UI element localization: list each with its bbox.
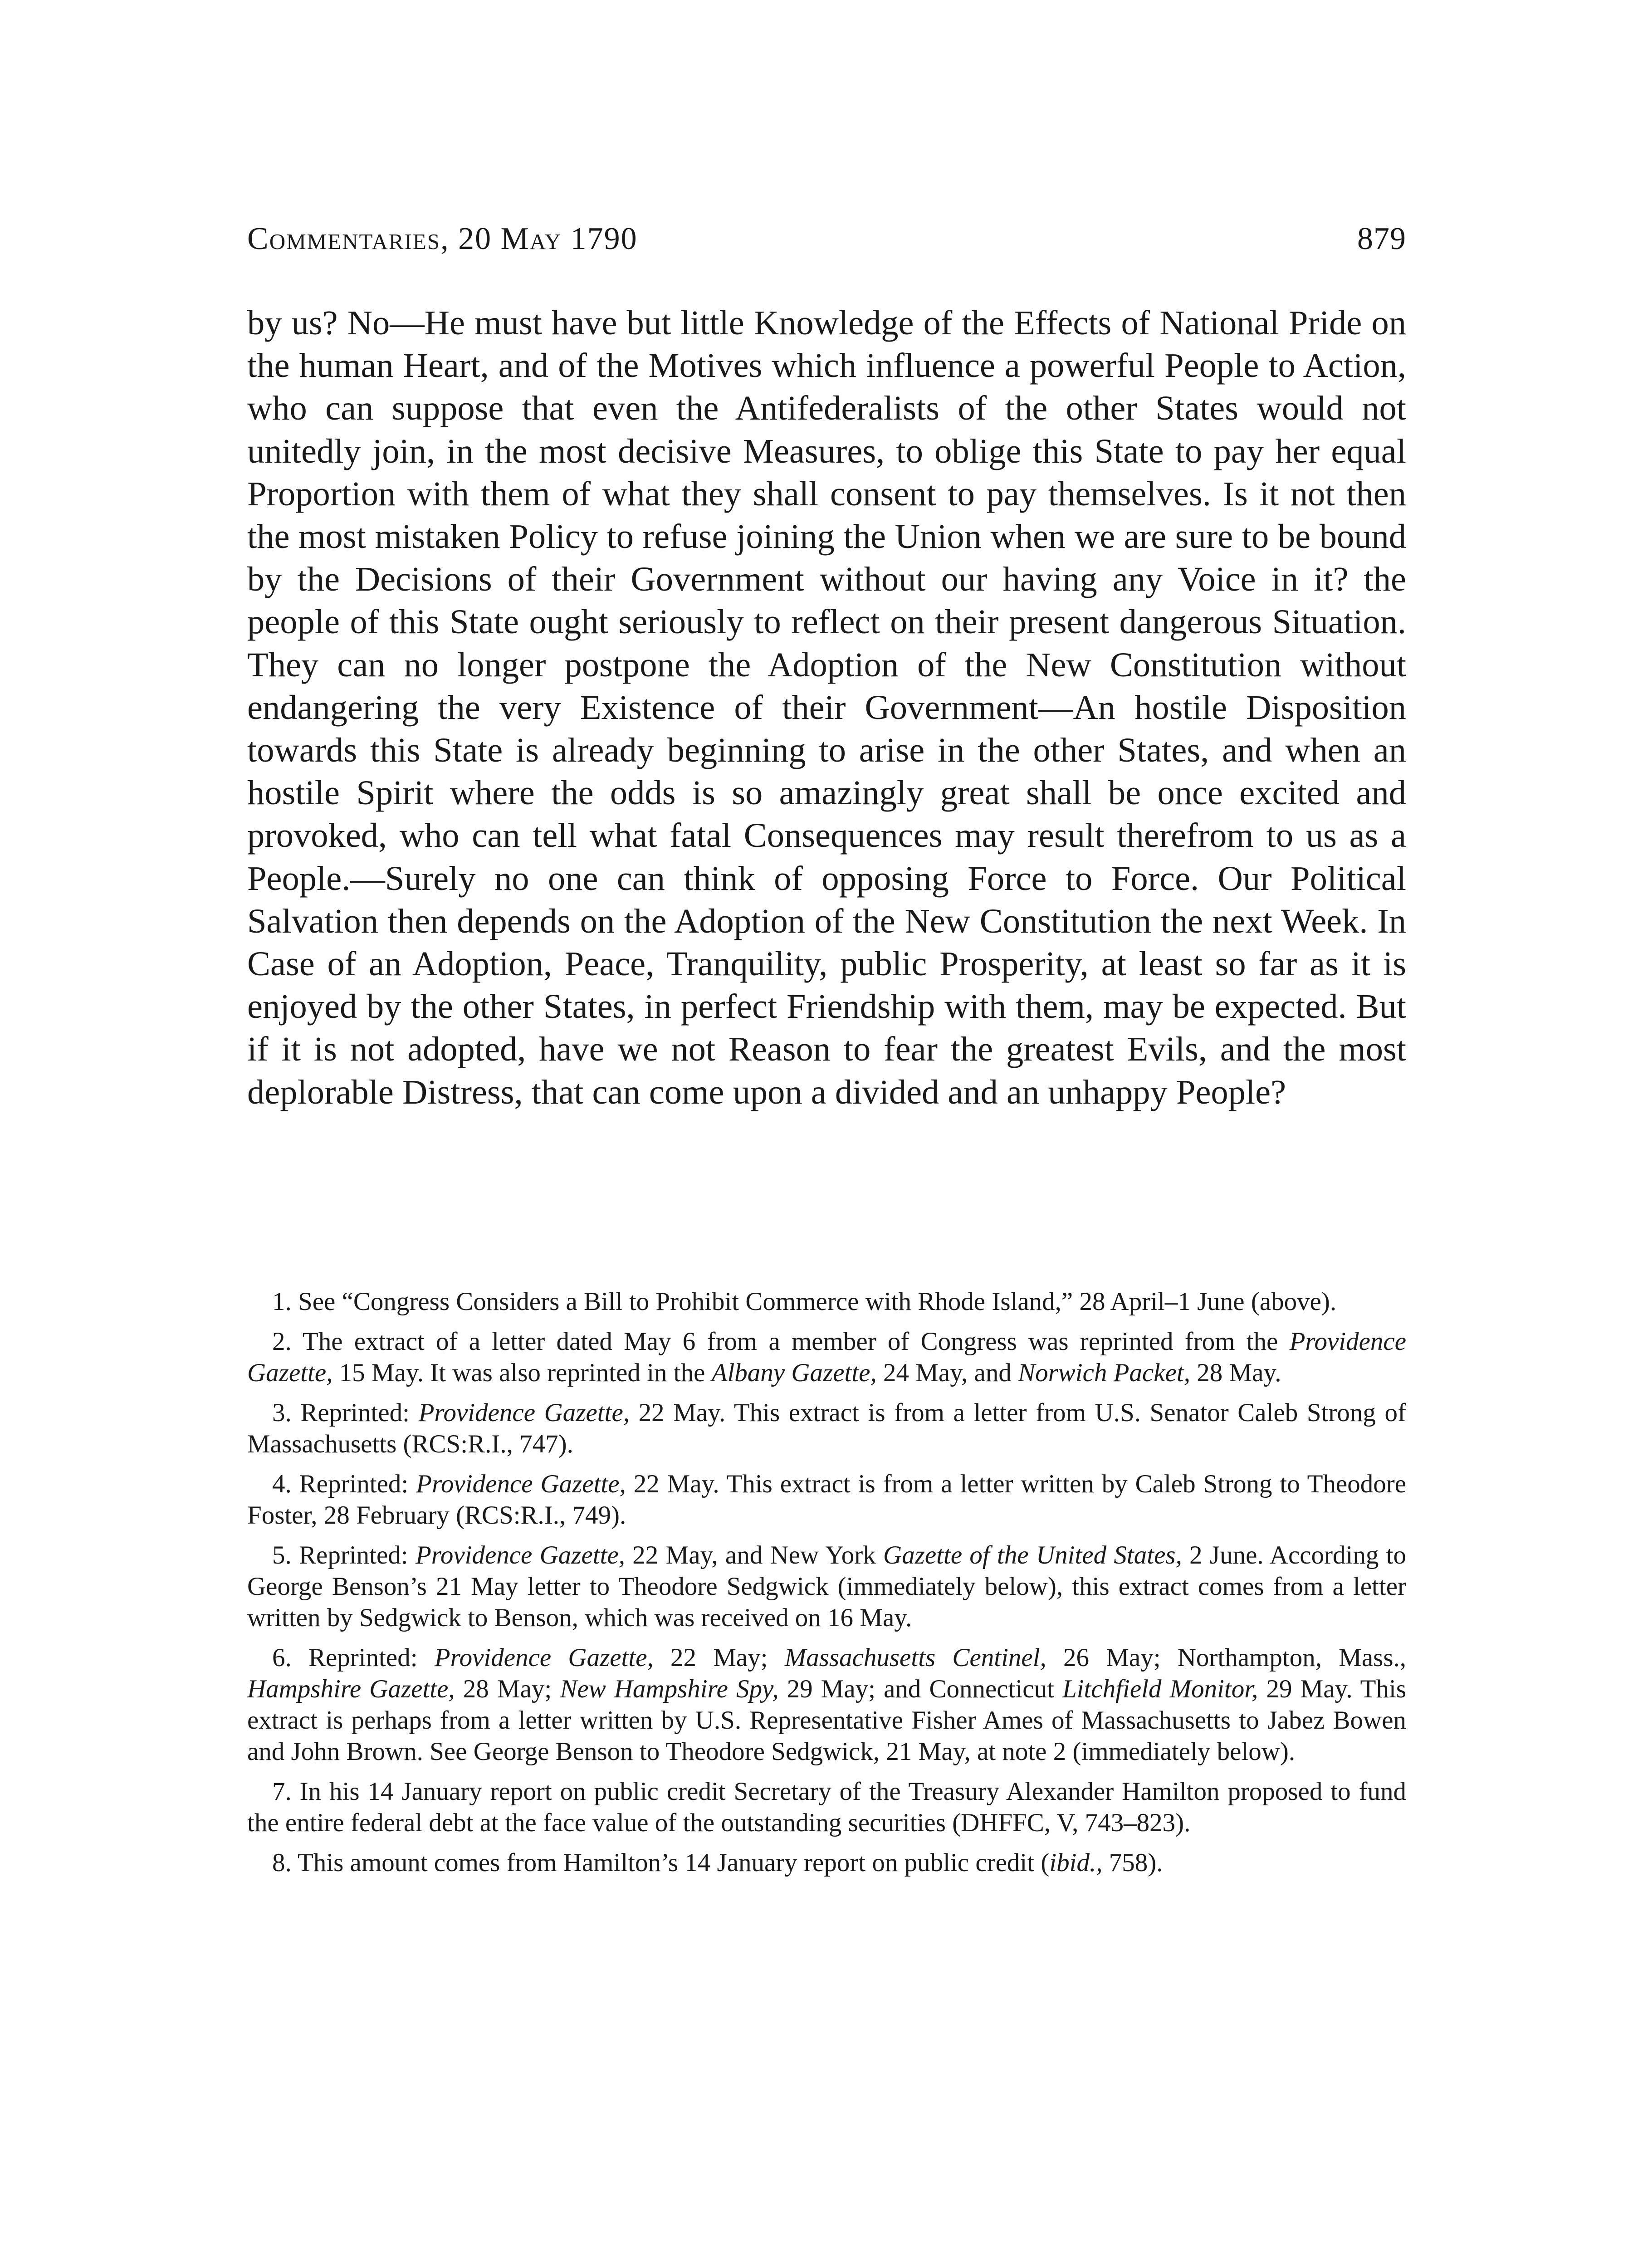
footnote-5: 5. Reprinted: Providence Gazette, 22 May, and New York Gazette of the United States, 2 June. According to George Benson’s 21 May letter to Theodore Sedgwick (immediately below), this extract comes from a letter written by Sedgwick to Benson, which was received on 16 May. bbox=[247, 1541, 1406, 1632]
page-header bbox=[247, 219, 1406, 259]
running-head: Commentaries, 20 May 1790 bbox=[247, 221, 638, 256]
footnote-2: 2. The extract of a letter dated May 6 from a member of Congress was reprinted from the Providence Gazette, 15 May. It was also reprinted in the Albany Gazette, 24 May, and Norwich Packet, 28 May. bbox=[247, 1327, 1406, 1387]
footnote-4: 4. Reprinted: Providence Gazette, 22 May. This extract is from a letter written by Caleb Strong to Theodore Foster, 28 February (RCS:R.I., 749). bbox=[247, 1470, 1406, 1530]
footnote-3: 3. Reprinted: Providence Gazette, 22 May. This extract is from a letter from U.S. Senator Caleb Strong of Massachusetts (RCS:R.I., 747). bbox=[247, 1398, 1406, 1458]
footnote-8: 8. This amount comes from Hamilton’s 14 January report on public credit (ibid., 758). bbox=[272, 1848, 1163, 1877]
footnote-6: 6. Reprinted: Providence Gazette, 22 May; Massachusetts Centinel, 26 May; Northampton, Mass., Hampshire Gazette, 28 May; New Hampshire Spy, 29 May; and Connecticut Litchfield Monitor, 29 May. This extract is perhaps from a letter written by U.S. Representative Fisher Ames of Massachusetts to Jabez Bowen and John Brown. See George Benson to Theodore Sedgwick, 21 May, at note 2 (immediately below). bbox=[247, 1643, 1407, 1766]
footnote-7: 7. In his 14 January report on public credit Secretary of the Treasury Alexander Hamilton proposed to fund the entire federal debt at the face value of the outstanding securities (DHFFC, V, 743–823). bbox=[247, 1777, 1406, 1837]
page-number: 879 bbox=[1357, 221, 1406, 256]
footnotes bbox=[247, 1286, 1406, 1887]
body-paragraph: by us? No—He must have but little Knowledge of the Effects of National Pride on the human Heart, and of the Motives which influence a powerful People to Action, who can suppose that even the Antifederalists of the other States would not unitedly join, in the most decisive Measures, to oblige this State to pay her equal Proportion with them of what they shall consent to pay themselves. Is it not then the most mistaken Policy to refuse joining the Union when we are sure to be bound by the Decisions of their Government without our having any Voice in it? the people of this State ought seriously to reflect on their present dangerous Situation. They can no longer postpone the Adoption of the New Constitution without endangering the very Existence of their Government—An hostile Disposition towards this State is already beginning to arise in the other States, and when an hostile Spirit where the odds is so amazingly great shall be once excited and provoked, who can tell what fatal Consequences may result therefrom to us as a People.—Surely no one can think of opposing Force to Force. Our Political Salvation then depends on the Adoption of the New Constitution the next Week. In Case of an Adoption, Peace, Tranquility, public Prosperity, at least so far as it is enjoyed by the other States, in perfect Friendship with them, may be expected. But if it is not adopted, have we not Reason to fear the greatest Evils, and the most deplorable Distress, that can come upon a divided and an unhappy People? bbox=[247, 303, 1406, 1111]
footnote-1: 1. See “Congress Considers a Bill to Prohibit Commerce with Rhode Island,” 28 April–1 June (above). bbox=[272, 1287, 1337, 1316]
